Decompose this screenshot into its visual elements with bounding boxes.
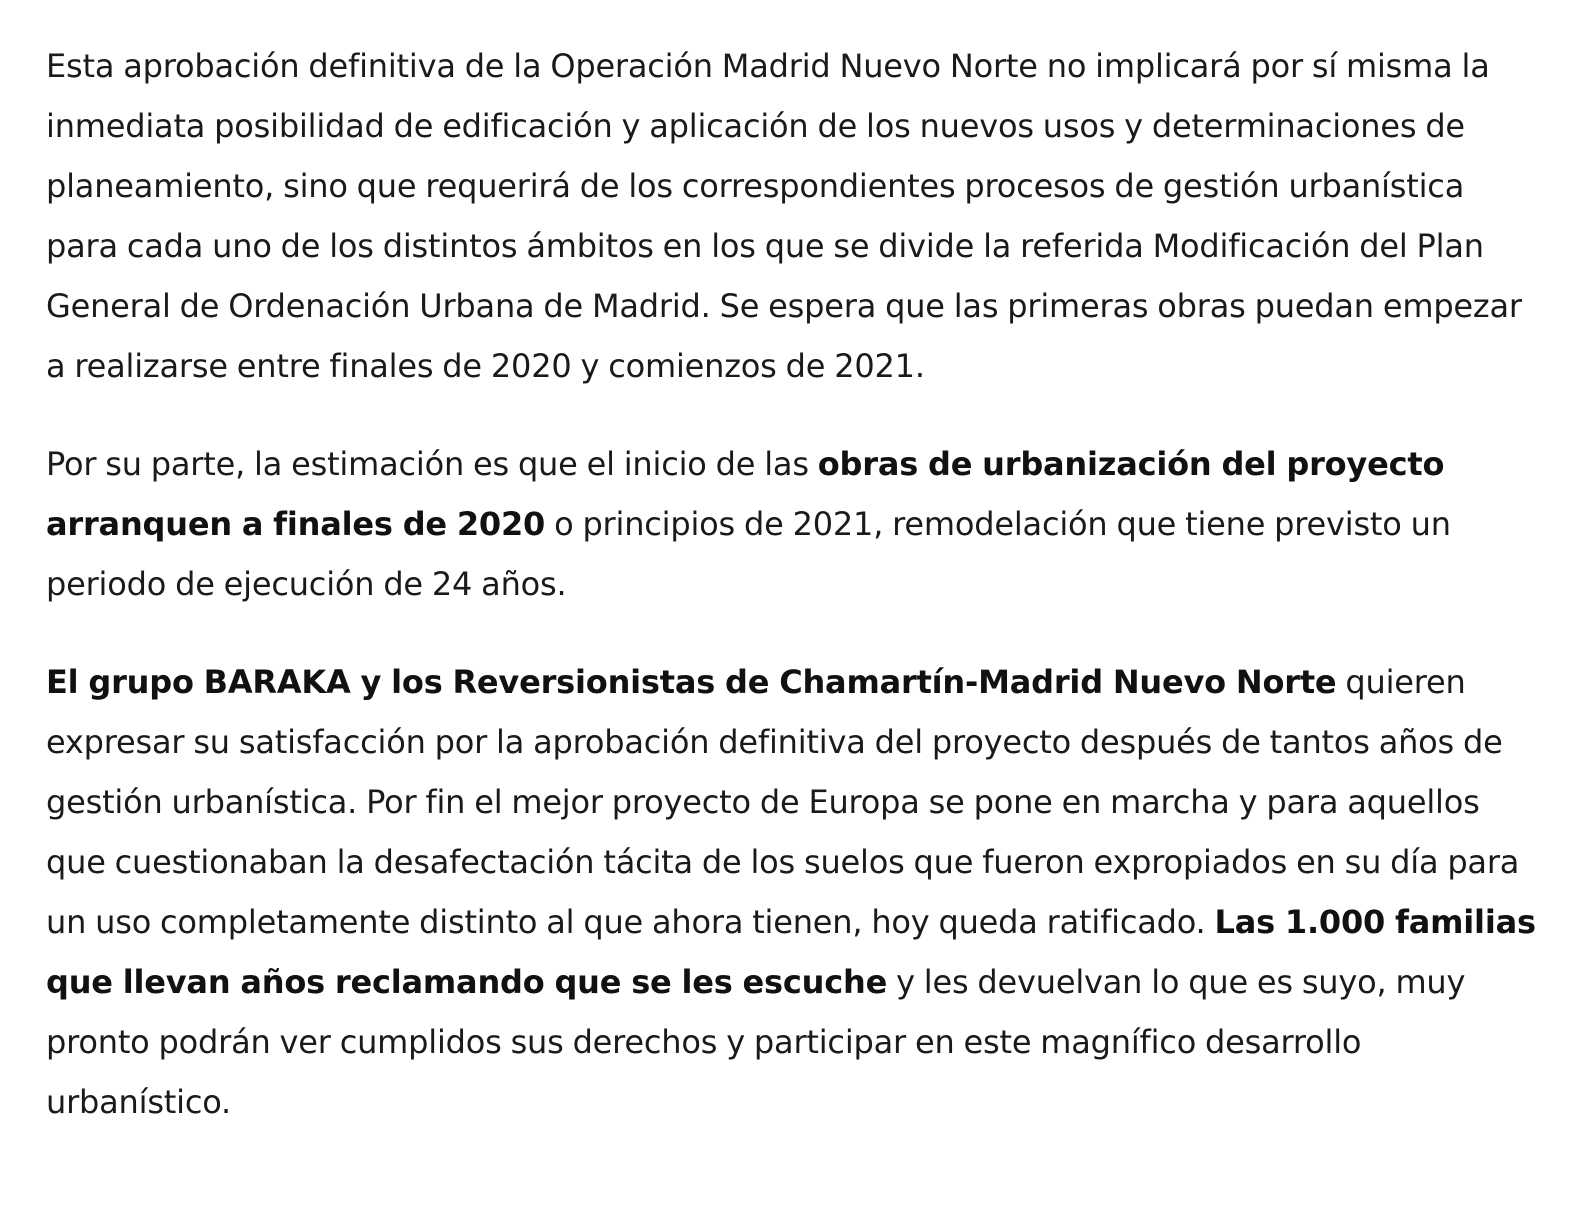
paragraph-approval [46,36,1536,396]
paragraph-works-intro: Por su parte, la estimación es que el inicio de las [46,445,818,483]
paragraph-families-highlight: Las 1.000 familias que llevan años reclamando que se les escuche [46,903,1536,1001]
paragraph-works-rest: o principios de 2021, remodelación que tiene previsto un periodo de ejecución de 24 años. [46,505,1451,603]
paragraph-baraka-end: y les devuelvan lo que es suyo, muy pronto podrán ver cumplidos sus derechos y participar en este magnífico desarrollo urbanístico. [46,963,1466,1121]
article-body [46,36,1536,1170]
paragraph-approval-text: Esta aprobación definitiva de la Operación Madrid Nuevo Norte no implicará por sí misma la inmediata posibilidad de edificación y aplicación de los nuevos usos y determinaciones de planeamiento, sino que requerirá de los correspondientes procesos de gestión urbanística para cada uno de los distintos ámbitos en los que se divide la referida Modificación del Plan General de Ordenación Urbana de Madrid. Se espera que las primeras obras puedan empezar a realizarse entre finales de 2020 y comienzos de 2021. [46,47,1522,385]
paragraph-baraka-highlight: El grupo BARAKA y los Reversionistas de Chamartín-Madrid Nuevo Norte [46,663,1337,701]
paragraph-baraka-statement [46,652,1536,1132]
paragraph-works-highlight: obras de urbanización del proyecto arranquen a finales de 2020 [46,445,1445,543]
paragraph-works-estimate [46,434,1536,614]
paragraph-baraka-middle: quieren expresar su satisfacción por la aprobación definitiva del proyecto después de tantos años de gestión urbanística. Por fin el mejor proyecto de Europa se pone en marcha y para aquellos que cuestionaban la desafectación tácita de los suelos que fueron expropiados en su día para un uso completamente distinto al que ahora tienen, hoy queda ratificado. [46,663,1520,941]
